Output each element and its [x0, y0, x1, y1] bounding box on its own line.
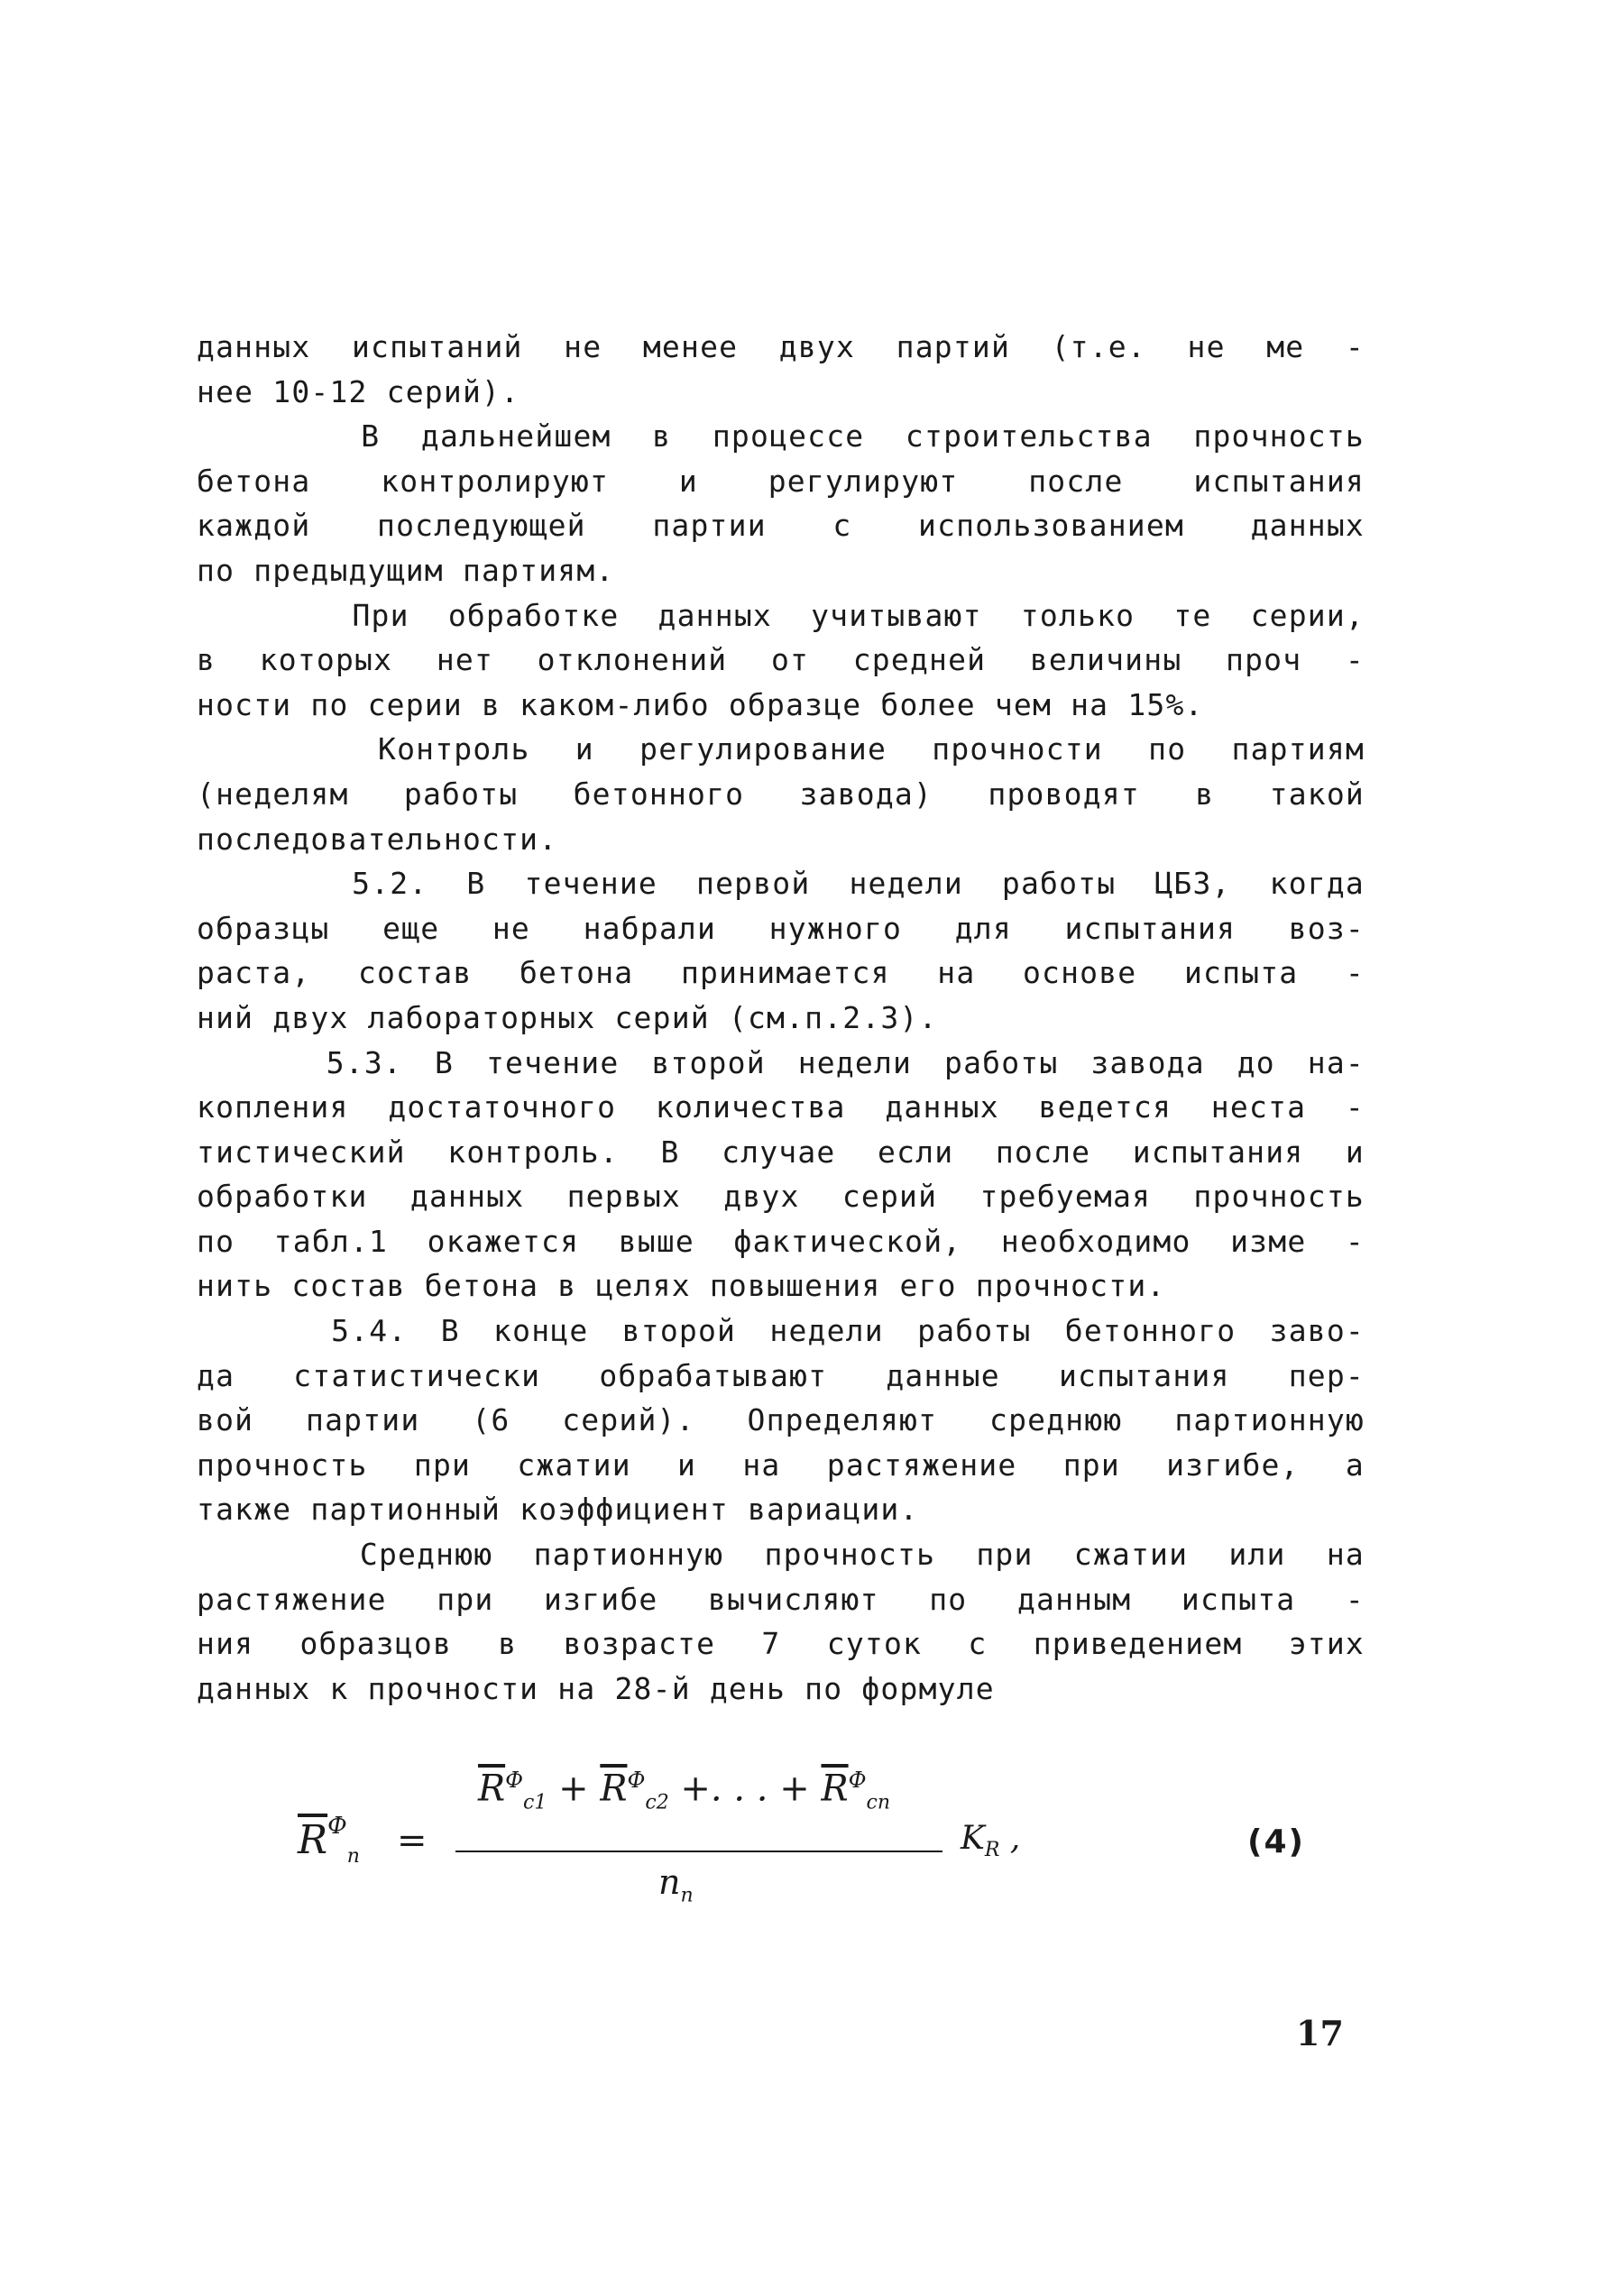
formula-den-symbol: n — [658, 1862, 681, 1902]
formula-4 — [289, 1768, 1326, 1930]
text-line: образцы еще не набрали нужного для испытания воз- — [197, 910, 1365, 946]
formula-denominator — [658, 1862, 694, 1907]
text-line: вой партии (6 серий). Определяют среднюю партионную — [197, 1402, 1365, 1438]
formula-ellipsis: +. . . + — [668, 1768, 822, 1810]
text-line: тистический контроль. В случае если после испытания и — [197, 1134, 1365, 1170]
formula-term1-sup: Ф — [505, 1768, 524, 1793]
text-line: 5.2. В течение первой недели работы ЦБЗ, когда — [197, 866, 1365, 902]
text-line: (неделям работы бетонного завода) проводят в такой — [197, 776, 1365, 812]
text-line: Среднюю партионную прочность при сжатии или на — [197, 1537, 1365, 1573]
text-line: В дальнейшем в процессе строительства прочность — [197, 418, 1365, 455]
body-text — [197, 325, 1365, 1711]
text-line: нее 10-12 серий). — [197, 373, 520, 409]
text-line: нить состав бетона в целях повышения его прочности. — [197, 1268, 1166, 1304]
text-line: бетона контролируют и регулируют после испытания — [197, 463, 1365, 499]
formula-term3-sub: cn — [866, 1791, 890, 1814]
formula-number: (4) — [1247, 1823, 1305, 1860]
formula-term2-sup: Ф — [627, 1768, 646, 1793]
text-line: прочность при сжатии и на растяжение при изгибе, а — [197, 1446, 1365, 1483]
formula-lhs-symbol: $\overline{R}$ — [298, 1817, 328, 1863]
text-line: по предыдущим партиям. — [197, 552, 615, 588]
text-line: раста, состав бетона принимается на основе испыта - — [197, 955, 1365, 991]
text-line: 5.4. В конце второй недели работы бетонного заво- — [197, 1313, 1365, 1349]
fraction-bar — [455, 1851, 942, 1852]
formula-coefficient — [961, 1820, 1020, 1861]
text-line: данных к прочности на 28-й день по формуле — [197, 1670, 995, 1706]
formula-den-sub: n — [680, 1884, 694, 1907]
formula-term3-symbol: $\overline{R}$ — [821, 1768, 849, 1810]
text-line: ний двух лабораторных серий (см.п.2.3). — [197, 999, 938, 1035]
page-number: 17 — [1296, 2013, 1344, 2053]
formula-term3-sup: Ф — [848, 1768, 867, 1793]
text-line: При обработке данных учитывают только те серии, — [197, 597, 1365, 633]
formula-term2-symbol: $\overline{R}$ — [600, 1768, 628, 1810]
text-line: по табл.1 окажется выше фактической, необходимо изме - — [197, 1223, 1365, 1259]
text-line: данных испытаний не менее двух партий (т.е. не ме - — [197, 329, 1365, 364]
formula-lhs-sup: Ф — [327, 1813, 347, 1841]
text-line: ности по серии в каком-либо образце более чем на 15%. — [197, 686, 1204, 722]
text-line: да статистически обрабатывают данные испытания пер- — [197, 1357, 1365, 1393]
formula-coef-sub: R — [984, 1839, 1000, 1862]
formula-equals: = — [397, 1820, 428, 1861]
text-line: копления достаточного количества данных ведется неста - — [197, 1089, 1365, 1125]
text-line: ния образцов в возрасте 7 суток с приведением этих — [197, 1626, 1365, 1662]
text-line: обработки данных первых двух серий требуемая прочность — [197, 1179, 1365, 1215]
formula-plus: + — [547, 1768, 601, 1810]
formula-lhs — [298, 1813, 360, 1868]
formula-coef-tail: , — [999, 1820, 1021, 1857]
text-line: последовательности. — [197, 821, 558, 857]
text-line: 5.3. В течение второй недели работы завода до на- — [197, 1044, 1365, 1080]
formula-lhs-sub: п — [346, 1844, 360, 1868]
text-line: Контроль и регулирование прочности по партиям — [197, 731, 1365, 767]
text-line: каждой последующей партии с использованием данных — [197, 508, 1365, 544]
formula-numerator — [478, 1768, 890, 1814]
formula-coef-symbol: K — [961, 1820, 985, 1857]
text-line: также партионный коэффициент вариации. — [197, 1492, 919, 1528]
formula-term1-sub: c1 — [523, 1791, 547, 1814]
formula-term2-sub: c2 — [645, 1791, 669, 1814]
formula-term1-symbol: $\overline{R}$ — [478, 1768, 506, 1810]
text-line: в которых нет отклонений от средней величины проч - — [197, 642, 1365, 678]
text-line: растяжение при изгибе вычисляют по данным испыта - — [197, 1581, 1365, 1617]
